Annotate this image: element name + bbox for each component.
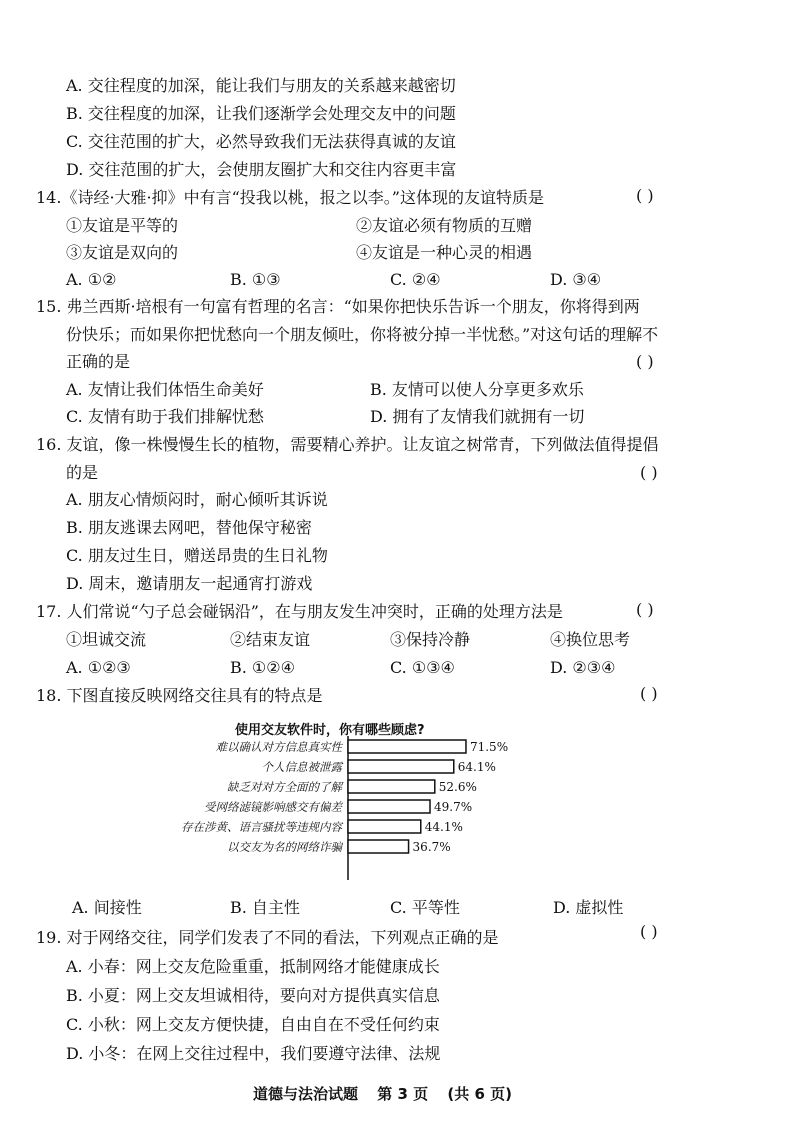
q18-choice-c: C. 平等性 xyxy=(390,898,460,917)
chart-value-label: 49.7% xyxy=(434,800,473,814)
footer-subject: 道德与法治试题 xyxy=(253,1085,359,1103)
page-footer xyxy=(253,1083,526,1104)
chart-bar xyxy=(348,840,409,853)
q17-item-1: ①坦诚交流 xyxy=(66,630,147,649)
chart-category-label: 受网络滤镜影响感交有偏差 xyxy=(204,800,342,814)
chart-category-label: 存在涉黄、语言骚扰等违规内容 xyxy=(181,820,342,834)
q13-option-d: D. 交往范围的扩大，会使朋友圈扩大和交往内容更丰富 xyxy=(66,160,457,179)
q19-stem: 19. 对于网络交往，同学们发表了不同的看法，下列观点正确的是 xyxy=(36,928,499,947)
chart-bar xyxy=(348,800,430,813)
chart-value-label: 71.5% xyxy=(469,740,509,754)
chart-bar xyxy=(348,820,421,833)
q13-option-c: C. 交往范围的扩大，必然导致我们无法获得真诚的友谊 xyxy=(66,132,456,151)
q16-choice-b: B. 朋友逃课去网吧，替他保守秘密 xyxy=(66,518,312,537)
q17-answer-paren: ( ) xyxy=(636,600,654,619)
chart-bar xyxy=(348,780,435,793)
q16-answer-paren: ( ) xyxy=(640,463,658,482)
chart-value-label: 44.1% xyxy=(424,820,463,834)
chart-category-label: 个人信息被泄露 xyxy=(261,760,342,774)
q17-choice-d: D. ②③④ xyxy=(550,658,616,677)
q15-choice-a: A. 友情让我们体悟生命美好 xyxy=(66,380,264,399)
q15-answer-paren: ( ) xyxy=(636,352,654,371)
q17-stem: 17. 人们常说“勺子总会碰锅沿”，在与朋友发生冲突时，正确的处理方法是 xyxy=(36,602,563,621)
q14-item-2: ②友谊必须有物质的互赠 xyxy=(356,216,533,235)
q15-stem-line-3: 正确的是 xyxy=(66,352,131,371)
q19-choice-d: D. 小冬：在网上交往过程中，我们要遵守法律、法规 xyxy=(66,1044,441,1063)
q17-choice-a: A. ①②③ xyxy=(66,658,131,677)
q16-choice-a: A. 朋友心情烦闷时，耐心倾听其诉说 xyxy=(66,490,328,509)
q19-choice-a: A. 小春：网上交友危险重重，抵制网络才能健康成长 xyxy=(66,957,440,976)
q14-item-4: ④友谊是一种心灵的相遇 xyxy=(356,243,533,262)
q18-stem: 18. 下图直接反映网络交往具有的特点是 xyxy=(36,686,323,705)
q14-choice-d: D. ③④ xyxy=(550,270,602,289)
q18-answer-paren: ( ) xyxy=(640,684,658,703)
q15-choice-c: C. 友情有助于我们排解忧愁 xyxy=(66,407,264,426)
q18-choice-d: D. 虚拟性 xyxy=(553,898,624,917)
q16-choice-c: C. 朋友过生日，赠送昂贵的生日礼物 xyxy=(66,546,328,565)
q14-item-1: ①友谊是平等的 xyxy=(66,216,179,235)
q14-choice-a: A. ①② xyxy=(66,270,117,289)
chart-category-label: 以交友为名的网络诈骗 xyxy=(227,840,342,854)
chart-title: 使用交友软件时，你有哪些顾虑? xyxy=(235,723,425,738)
q16-stem-line-2: 的是 xyxy=(66,463,99,482)
q17-choice-b: B. ①②④ xyxy=(230,658,295,677)
chart-category-label: 缺乏对对方全面的了解 xyxy=(227,780,342,794)
q15-stem-line-1: 15. 弗兰西斯·培根有一句富有哲理的名言：“如果你把快乐告诉一个朋友，你将得到两 xyxy=(36,297,640,316)
q14-choice-c: C. ②④ xyxy=(390,270,441,289)
q14-answer-paren: ( ) xyxy=(636,186,654,205)
q16-choice-d: D. 周末，邀请朋友一起通宵打游戏 xyxy=(66,574,313,593)
q14-item-3: ③友谊是双向的 xyxy=(66,243,179,262)
q13-option-b: B. 交往程度的加深，让我们逐渐学会处理交友中的问题 xyxy=(66,104,456,123)
q17-item-2: ②结束友谊 xyxy=(230,630,311,649)
chart-bar xyxy=(348,740,466,753)
q18-choice-a: A. 间接性 xyxy=(72,898,142,917)
q15-choice-b: B. 友情可以使人分享更多欢乐 xyxy=(370,380,584,399)
chart-bar xyxy=(348,760,454,773)
q14-choice-b: B. ①③ xyxy=(230,270,281,289)
q17-choice-c: C. ①③④ xyxy=(390,658,455,677)
bar-chart xyxy=(180,720,520,885)
q17-item-4: ④换位思考 xyxy=(550,630,631,649)
footer-page: 第 3 页 xyxy=(377,1085,429,1103)
chart-value-label: 52.6% xyxy=(438,780,477,794)
chart-value-label: 36.7% xyxy=(412,840,451,854)
q13-option-a: A. 交往程度的加深，能让我们与朋友的关系越来越密切 xyxy=(66,76,456,95)
footer-total: (共 6 页) xyxy=(447,1085,512,1103)
q14-stem: 14.《诗经·大雅·抑》中有言“投我以桃，报之以李。”这体现的友谊特质是 xyxy=(36,188,544,207)
q19-choice-b: B. 小夏：网上交友坦诚相待，要向对方提供真实信息 xyxy=(66,986,440,1005)
q17-item-3: ③保持冷静 xyxy=(390,630,471,649)
q19-answer-paren: ( ) xyxy=(640,922,658,941)
chart-value-label: 64.1% xyxy=(457,760,496,774)
q18-choice-b: B. 自主性 xyxy=(230,898,300,917)
q15-stem-line-2: 份快乐；而如果你把忧愁向一个朋友倾吐，你将被分掉一半忧愁。”对这句话的理解不 xyxy=(66,325,659,344)
chart-category-label: 难以确认对方信息真实性 xyxy=(215,740,342,754)
q16-stem-line-1: 16. 友谊，像一株慢慢生长的植物，需要精心养护。让友谊之树常青，下列做法值得提倡 xyxy=(36,435,659,454)
q15-choice-d: D. 拥有了友情我们就拥有一切 xyxy=(370,407,585,426)
q19-choice-c: C. 小秋：网上交友方便快捷，自由自在不受任何约束 xyxy=(66,1015,440,1034)
